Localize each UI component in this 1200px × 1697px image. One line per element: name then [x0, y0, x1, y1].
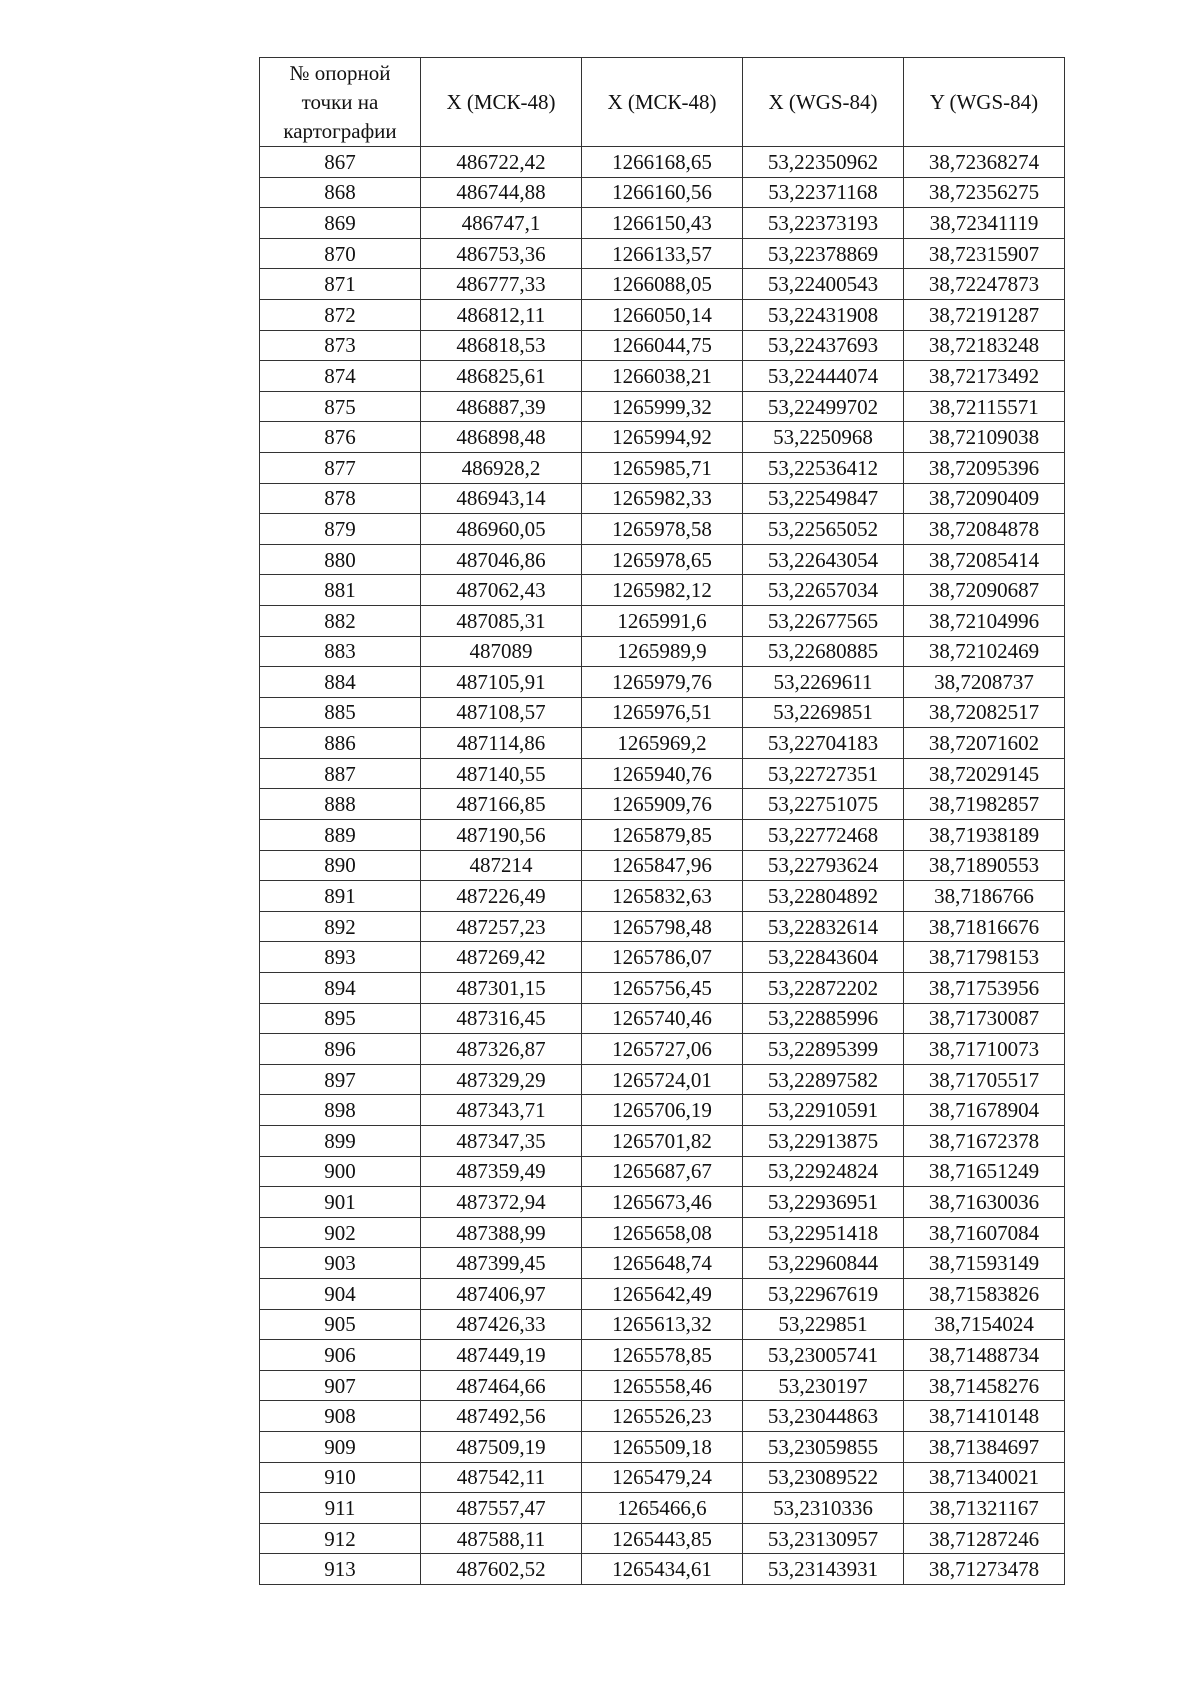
cell-x-msk48: 487062,43: [421, 575, 582, 606]
table-row: [260, 728, 1065, 759]
cell-x-msk48-second: 1265479,24: [582, 1462, 743, 1493]
cell-x-msk48: 487388,99: [421, 1217, 582, 1248]
header-x-msk48: X (МСК-48): [421, 58, 582, 147]
table-row: [260, 1095, 1065, 1126]
cell-x-msk48-second: 1266160,56: [582, 177, 743, 208]
cell-x-wgs84: 53,22431908: [743, 299, 904, 330]
cell-x-wgs84: 53,22371168: [743, 177, 904, 208]
cell-x-wgs84: 53,22885996: [743, 1003, 904, 1034]
cell-y-wgs84: 38,71753956: [904, 973, 1065, 1004]
cell-point-number: 887: [260, 758, 421, 789]
cell-x-msk48: 487140,55: [421, 758, 582, 789]
cell-x-msk48-second: 1266050,14: [582, 299, 743, 330]
cell-x-msk48-second: 1265756,45: [582, 973, 743, 1004]
table-row: [260, 1493, 1065, 1524]
table-row: [260, 391, 1065, 422]
cell-x-wgs84: 53,22772468: [743, 820, 904, 851]
table-row: [260, 269, 1065, 300]
cell-point-number: 879: [260, 514, 421, 545]
cell-x-wgs84: 53,22967619: [743, 1278, 904, 1309]
cell-x-wgs84: 53,22727351: [743, 758, 904, 789]
table-row: [260, 1340, 1065, 1371]
cell-y-wgs84: 38,71730087: [904, 1003, 1065, 1034]
cell-x-msk48: 487316,45: [421, 1003, 582, 1034]
cell-x-msk48: 486747,1: [421, 208, 582, 239]
cell-x-msk48: 486812,11: [421, 299, 582, 330]
cell-x-msk48-second: 1265985,71: [582, 452, 743, 483]
table-row: [260, 299, 1065, 330]
cell-y-wgs84: 38,71583826: [904, 1278, 1065, 1309]
cell-x-msk48: 487449,19: [421, 1340, 582, 1371]
cell-x-wgs84: 53,22373193: [743, 208, 904, 239]
cell-point-number: 875: [260, 391, 421, 422]
cell-point-number: 904: [260, 1278, 421, 1309]
cell-point-number: 869: [260, 208, 421, 239]
table-row: [260, 238, 1065, 269]
cell-x-wgs84: 53,22924824: [743, 1156, 904, 1187]
cell-x-msk48-second: 1265991,6: [582, 605, 743, 636]
cell-y-wgs84: 38,72090687: [904, 575, 1065, 606]
table-row: [260, 1003, 1065, 1034]
cell-x-msk48-second: 1265979,76: [582, 667, 743, 698]
cell-x-msk48-second: 1266133,57: [582, 238, 743, 269]
table-row: [260, 208, 1065, 239]
cell-x-msk48-second: 1265687,67: [582, 1156, 743, 1187]
cell-x-msk48: 486898,48: [421, 422, 582, 453]
cell-x-msk48: 487399,45: [421, 1248, 582, 1279]
cell-x-msk48: 486777,33: [421, 269, 582, 300]
cell-x-msk48: 487114,86: [421, 728, 582, 759]
cell-y-wgs84: 38,71488734: [904, 1340, 1065, 1371]
table-row: [260, 758, 1065, 789]
cell-x-msk48-second: 1265940,76: [582, 758, 743, 789]
cell-y-wgs84: 38,71287246: [904, 1523, 1065, 1554]
coordinates-table: [259, 57, 1065, 1585]
cell-x-wgs84: 53,22677565: [743, 605, 904, 636]
cell-x-msk48: 487406,97: [421, 1278, 582, 1309]
cell-y-wgs84: 38,71321167: [904, 1493, 1065, 1524]
cell-x-wgs84: 53,22843604: [743, 942, 904, 973]
cell-point-number: 871: [260, 269, 421, 300]
table-body: [260, 147, 1065, 1585]
cell-x-msk48-second: 1265982,12: [582, 575, 743, 606]
cell-x-msk48-second: 1265740,46: [582, 1003, 743, 1034]
cell-x-msk48-second: 1265969,2: [582, 728, 743, 759]
cell-point-number: 882: [260, 605, 421, 636]
cell-x-wgs84: 53,22499702: [743, 391, 904, 422]
cell-x-msk48: 487301,15: [421, 973, 582, 1004]
cell-point-number: 911: [260, 1493, 421, 1524]
table-row: [260, 636, 1065, 667]
cell-y-wgs84: 38,72102469: [904, 636, 1065, 667]
cell-x-msk48-second: 1266088,05: [582, 269, 743, 300]
cell-x-wgs84: 53,2269611: [743, 667, 904, 698]
cell-point-number: 891: [260, 881, 421, 912]
cell-x-wgs84: 53,23044863: [743, 1401, 904, 1432]
cell-y-wgs84: 38,72085414: [904, 544, 1065, 575]
table-row: [260, 1370, 1065, 1401]
cell-y-wgs84: 38,71672378: [904, 1126, 1065, 1157]
cell-x-msk48: 486928,2: [421, 452, 582, 483]
cell-x-msk48-second: 1265982,33: [582, 483, 743, 514]
cell-x-msk48-second: 1265724,01: [582, 1064, 743, 1095]
cell-x-msk48: 486818,53: [421, 330, 582, 361]
cell-x-wgs84: 53,22936951: [743, 1187, 904, 1218]
cell-x-msk48: 487085,31: [421, 605, 582, 636]
cell-x-msk48-second: 1265978,58: [582, 514, 743, 545]
table-row: [260, 452, 1065, 483]
cell-y-wgs84: 38,72368274: [904, 147, 1065, 178]
cell-y-wgs84: 38,71982857: [904, 789, 1065, 820]
table-row: [260, 820, 1065, 851]
cell-x-msk48-second: 1265976,51: [582, 697, 743, 728]
cell-point-number: 893: [260, 942, 421, 973]
cell-y-wgs84: 38,72341119: [904, 208, 1065, 239]
cell-x-wgs84: 53,23059855: [743, 1431, 904, 1462]
cell-y-wgs84: 38,72247873: [904, 269, 1065, 300]
cell-x-wgs84: 53,22704183: [743, 728, 904, 759]
cell-x-msk48-second: 1265706,19: [582, 1095, 743, 1126]
cell-x-msk48: 487509,19: [421, 1431, 582, 1462]
table-row: [260, 697, 1065, 728]
cell-x-msk48-second: 1265909,76: [582, 789, 743, 820]
cell-y-wgs84: 38,72095396: [904, 452, 1065, 483]
cell-y-wgs84: 38,71938189: [904, 820, 1065, 851]
cell-y-wgs84: 38,71607084: [904, 1217, 1065, 1248]
cell-x-msk48: 487257,23: [421, 911, 582, 942]
cell-x-msk48: 487166,85: [421, 789, 582, 820]
cell-x-msk48-second: 1265466,6: [582, 1493, 743, 1524]
cell-x-wgs84: 53,22960844: [743, 1248, 904, 1279]
header-y-wgs84: Y (WGS-84): [904, 58, 1065, 147]
cell-y-wgs84: 38,71593149: [904, 1248, 1065, 1279]
cell-point-number: 874: [260, 361, 421, 392]
cell-y-wgs84: 38,7186766: [904, 881, 1065, 912]
table-row: [260, 667, 1065, 698]
cell-x-msk48: 486887,39: [421, 391, 582, 422]
cell-x-wgs84: 53,22437693: [743, 330, 904, 361]
cell-x-msk48-second: 1265879,85: [582, 820, 743, 851]
cell-x-msk48: 487326,87: [421, 1034, 582, 1065]
cell-y-wgs84: 38,71340021: [904, 1462, 1065, 1493]
cell-x-wgs84: 53,22895399: [743, 1034, 904, 1065]
cell-point-number: 910: [260, 1462, 421, 1493]
cell-x-msk48-second: 1265526,23: [582, 1401, 743, 1432]
cell-point-number: 897: [260, 1064, 421, 1095]
cell-x-msk48-second: 1266150,43: [582, 208, 743, 239]
table-row: [260, 1126, 1065, 1157]
table-row: [260, 850, 1065, 881]
cell-x-msk48-second: 1265658,08: [582, 1217, 743, 1248]
cell-x-wgs84: 53,22832614: [743, 911, 904, 942]
cell-point-number: 903: [260, 1248, 421, 1279]
cell-x-msk48: 487329,29: [421, 1064, 582, 1095]
cell-point-number: 902: [260, 1217, 421, 1248]
table-row: [260, 544, 1065, 575]
cell-y-wgs84: 38,72315907: [904, 238, 1065, 269]
cell-x-msk48: 486753,36: [421, 238, 582, 269]
cell-point-number: 899: [260, 1126, 421, 1157]
cell-x-msk48-second: 1265578,85: [582, 1340, 743, 1371]
cell-point-number: 878: [260, 483, 421, 514]
cell-x-msk48: 487226,49: [421, 881, 582, 912]
cell-y-wgs84: 38,71705517: [904, 1064, 1065, 1095]
cell-x-wgs84: 53,22751075: [743, 789, 904, 820]
cell-x-wgs84: 53,2269851: [743, 697, 904, 728]
table-row: [260, 1309, 1065, 1340]
table-row: [260, 575, 1065, 606]
cell-point-number: 889: [260, 820, 421, 851]
cell-x-msk48: 486825,61: [421, 361, 582, 392]
table-row: [260, 942, 1065, 973]
cell-x-msk48: 487588,11: [421, 1523, 582, 1554]
cell-x-msk48: 487190,56: [421, 820, 582, 851]
cell-x-wgs84: 53,23143931: [743, 1554, 904, 1585]
cell-x-msk48: 487426,33: [421, 1309, 582, 1340]
cell-y-wgs84: 38,71798153: [904, 942, 1065, 973]
cell-x-msk48: 487602,52: [421, 1554, 582, 1585]
cell-point-number: 896: [260, 1034, 421, 1065]
cell-x-wgs84: 53,22350962: [743, 147, 904, 178]
cell-x-wgs84: 53,22804892: [743, 881, 904, 912]
cell-y-wgs84: 38,71630036: [904, 1187, 1065, 1218]
cell-y-wgs84: 38,72173492: [904, 361, 1065, 392]
table-row: [260, 1462, 1065, 1493]
cell-x-msk48-second: 1265648,74: [582, 1248, 743, 1279]
cell-x-msk48-second: 1265978,65: [582, 544, 743, 575]
cell-x-wgs84: 53,22643054: [743, 544, 904, 575]
cell-x-msk48-second: 1265642,49: [582, 1278, 743, 1309]
cell-y-wgs84: 38,71273478: [904, 1554, 1065, 1585]
cell-point-number: 912: [260, 1523, 421, 1554]
cell-x-wgs84: 53,22444074: [743, 361, 904, 392]
cell-point-number: 873: [260, 330, 421, 361]
cell-x-msk48: 487046,86: [421, 544, 582, 575]
cell-x-msk48-second: 1265701,82: [582, 1126, 743, 1157]
table-row: [260, 330, 1065, 361]
cell-x-msk48-second: 1265727,06: [582, 1034, 743, 1065]
cell-x-msk48-second: 1265613,32: [582, 1309, 743, 1340]
table-row: [260, 1156, 1065, 1187]
table-row: [260, 881, 1065, 912]
table-row: [260, 1554, 1065, 1585]
cell-x-msk48: 487542,11: [421, 1462, 582, 1493]
cell-x-msk48: 487105,91: [421, 667, 582, 698]
cell-x-wgs84: 53,22910591: [743, 1095, 904, 1126]
cell-point-number: 881: [260, 575, 421, 606]
table-row: [260, 147, 1065, 178]
cell-x-wgs84: 53,22657034: [743, 575, 904, 606]
cell-x-msk48-second: 1265509,18: [582, 1431, 743, 1462]
cell-x-msk48: 486722,42: [421, 147, 582, 178]
cell-point-number: 872: [260, 299, 421, 330]
cell-point-number: 884: [260, 667, 421, 698]
cell-y-wgs84: 38,71384697: [904, 1431, 1065, 1462]
cell-x-msk48-second: 1265989,9: [582, 636, 743, 667]
table-row: [260, 1523, 1065, 1554]
cell-point-number: 870: [260, 238, 421, 269]
cell-x-wgs84: 53,22549847: [743, 483, 904, 514]
cell-x-wgs84: 53,22400543: [743, 269, 904, 300]
cell-point-number: 906: [260, 1340, 421, 1371]
cell-y-wgs84: 38,7154024: [904, 1309, 1065, 1340]
table-row: [260, 1187, 1065, 1218]
cell-x-msk48-second: 1266168,65: [582, 147, 743, 178]
cell-y-wgs84: 38,72071602: [904, 728, 1065, 759]
cell-point-number: 907: [260, 1370, 421, 1401]
cell-x-wgs84: 53,230197: [743, 1370, 904, 1401]
cell-x-wgs84: 53,229851: [743, 1309, 904, 1340]
table-row: [260, 1034, 1065, 1065]
cell-x-msk48-second: 1265443,85: [582, 1523, 743, 1554]
cell-point-number: 867: [260, 147, 421, 178]
cell-point-number: 900: [260, 1156, 421, 1187]
cell-x-msk48-second: 1265673,46: [582, 1187, 743, 1218]
table-row: [260, 1401, 1065, 1432]
cell-x-wgs84: 53,23005741: [743, 1340, 904, 1371]
cell-point-number: 890: [260, 850, 421, 881]
cell-x-msk48-second: 1266044,75: [582, 330, 743, 361]
cell-point-number: 876: [260, 422, 421, 453]
header-x-msk48-second: X (МСК-48): [582, 58, 743, 147]
table-row: [260, 514, 1065, 545]
cell-x-msk48-second: 1265994,92: [582, 422, 743, 453]
header-point-number: № опорной точки на картографии: [260, 58, 421, 147]
table-row: [260, 483, 1065, 514]
cell-point-number: 883: [260, 636, 421, 667]
cell-x-msk48: 487492,56: [421, 1401, 582, 1432]
cell-y-wgs84: 38,71410148: [904, 1401, 1065, 1432]
cell-y-wgs84: 38,72082517: [904, 697, 1065, 728]
cell-point-number: 898: [260, 1095, 421, 1126]
cell-x-wgs84: 53,22793624: [743, 850, 904, 881]
table-row: [260, 973, 1065, 1004]
cell-x-wgs84: 53,23130957: [743, 1523, 904, 1554]
cell-point-number: 877: [260, 452, 421, 483]
cell-y-wgs84: 38,72029145: [904, 758, 1065, 789]
cell-y-wgs84: 38,71816676: [904, 911, 1065, 942]
cell-x-wgs84: 53,22680885: [743, 636, 904, 667]
table-row: [260, 1248, 1065, 1279]
cell-x-msk48: 486744,88: [421, 177, 582, 208]
cell-x-msk48: 487089: [421, 636, 582, 667]
table-row: [260, 911, 1065, 942]
cell-x-msk48: 487269,42: [421, 942, 582, 973]
cell-x-msk48: 487347,35: [421, 1126, 582, 1157]
cell-point-number: 868: [260, 177, 421, 208]
cell-x-msk48: 486943,14: [421, 483, 582, 514]
table-row: [260, 422, 1065, 453]
table-row: [260, 361, 1065, 392]
cell-x-wgs84: 53,2310336: [743, 1493, 904, 1524]
cell-y-wgs84: 38,72104996: [904, 605, 1065, 636]
cell-point-number: 913: [260, 1554, 421, 1585]
table-row: [260, 605, 1065, 636]
cell-y-wgs84: 38,7208737: [904, 667, 1065, 698]
cell-y-wgs84: 38,72109038: [904, 422, 1065, 453]
cell-point-number: 892: [260, 911, 421, 942]
cell-x-msk48-second: 1265434,61: [582, 1554, 743, 1585]
cell-y-wgs84: 38,71678904: [904, 1095, 1065, 1126]
cell-x-msk48-second: 1265798,48: [582, 911, 743, 942]
cell-x-msk48-second: 1265786,07: [582, 942, 743, 973]
table-header: [260, 58, 1065, 147]
cell-point-number: 886: [260, 728, 421, 759]
cell-y-wgs84: 38,71458276: [904, 1370, 1065, 1401]
cell-x-msk48: 487372,94: [421, 1187, 582, 1218]
cell-x-msk48: 487464,66: [421, 1370, 582, 1401]
cell-y-wgs84: 38,71651249: [904, 1156, 1065, 1187]
cell-point-number: 905: [260, 1309, 421, 1340]
table-row: [260, 1278, 1065, 1309]
cell-y-wgs84: 38,72115571: [904, 391, 1065, 422]
cell-point-number: 880: [260, 544, 421, 575]
cell-x-msk48-second: 1265832,63: [582, 881, 743, 912]
table-row: [260, 1431, 1065, 1462]
cell-y-wgs84: 38,71710073: [904, 1034, 1065, 1065]
cell-x-wgs84: 53,22951418: [743, 1217, 904, 1248]
cell-point-number: 888: [260, 789, 421, 820]
cell-point-number: 909: [260, 1431, 421, 1462]
cell-x-wgs84: 53,22897582: [743, 1064, 904, 1095]
cell-y-wgs84: 38,72356275: [904, 177, 1065, 208]
cell-x-msk48: 487359,49: [421, 1156, 582, 1187]
cell-x-msk48: 486960,05: [421, 514, 582, 545]
cell-point-number: 895: [260, 1003, 421, 1034]
cell-point-number: 885: [260, 697, 421, 728]
cell-x-wgs84: 53,22565052: [743, 514, 904, 545]
header-row: [260, 58, 1065, 147]
cell-x-msk48: 487343,71: [421, 1095, 582, 1126]
cell-x-msk48: 487214: [421, 850, 582, 881]
table-row: [260, 177, 1065, 208]
cell-point-number: 908: [260, 1401, 421, 1432]
cell-y-wgs84: 38,72090409: [904, 483, 1065, 514]
cell-x-msk48-second: 1266038,21: [582, 361, 743, 392]
cell-point-number: 901: [260, 1187, 421, 1218]
cell-x-wgs84: 53,23089522: [743, 1462, 904, 1493]
cell-x-wgs84: 53,22536412: [743, 452, 904, 483]
header-x-wgs84: X (WGS-84): [743, 58, 904, 147]
cell-x-msk48-second: 1265558,46: [582, 1370, 743, 1401]
cell-y-wgs84: 38,72191287: [904, 299, 1065, 330]
cell-x-msk48-second: 1265847,96: [582, 850, 743, 881]
table-row: [260, 1064, 1065, 1095]
cell-y-wgs84: 38,71890553: [904, 850, 1065, 881]
cell-y-wgs84: 38,72084878: [904, 514, 1065, 545]
cell-x-wgs84: 53,22913875: [743, 1126, 904, 1157]
cell-x-wgs84: 53,22872202: [743, 973, 904, 1004]
table-row: [260, 1217, 1065, 1248]
cell-x-wgs84: 53,22378869: [743, 238, 904, 269]
cell-x-msk48-second: 1265999,32: [582, 391, 743, 422]
cell-y-wgs84: 38,72183248: [904, 330, 1065, 361]
cell-x-msk48: 487557,47: [421, 1493, 582, 1524]
table-row: [260, 789, 1065, 820]
cell-x-wgs84: 53,2250968: [743, 422, 904, 453]
cell-x-msk48: 487108,57: [421, 697, 582, 728]
cell-point-number: 894: [260, 973, 421, 1004]
